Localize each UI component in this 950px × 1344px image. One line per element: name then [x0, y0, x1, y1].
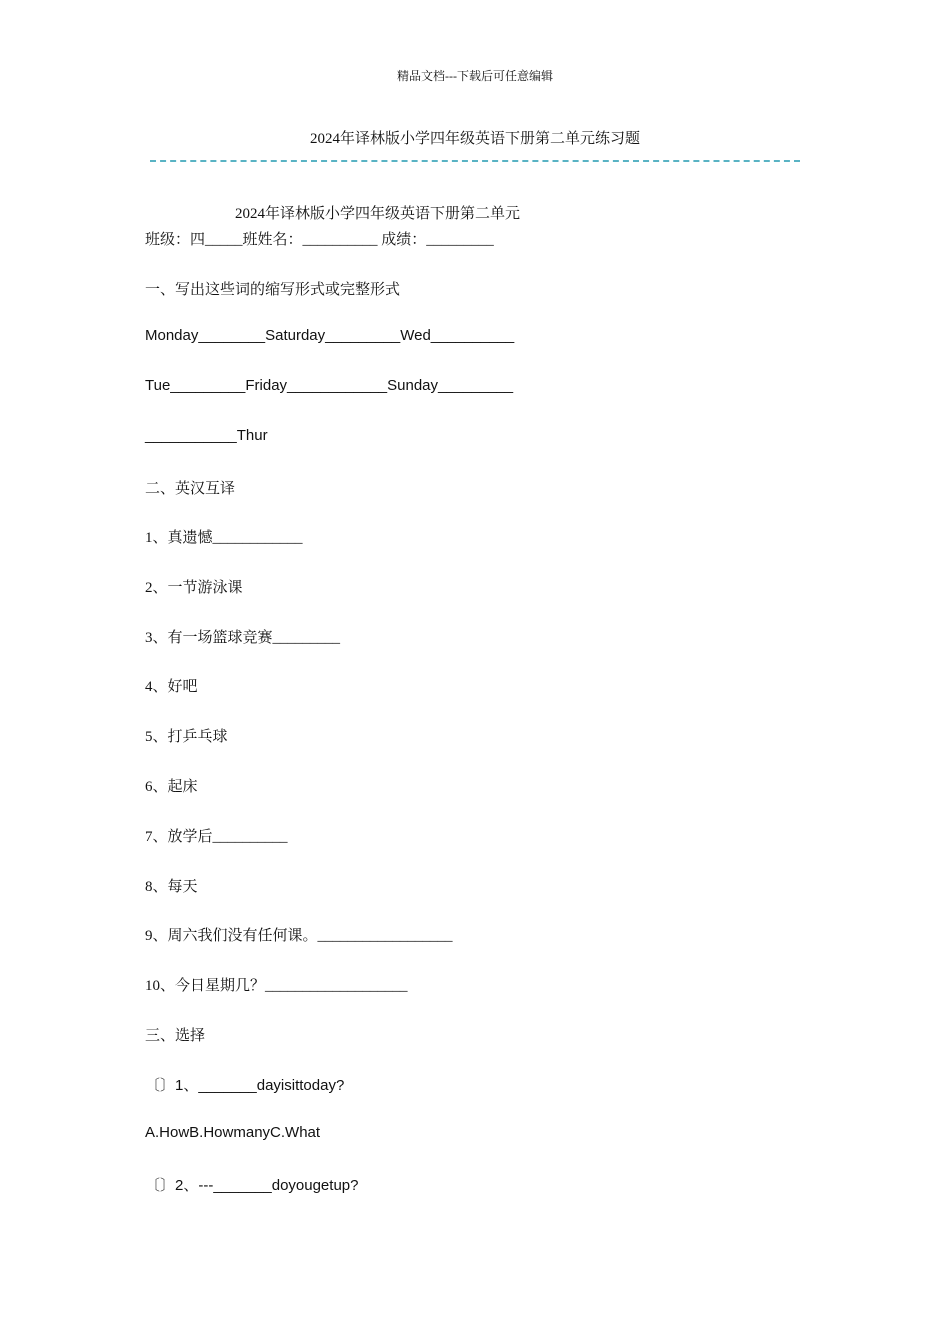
abbreviation-row-3: ___________Thur	[145, 427, 268, 444]
translation-item-2: 2、一节游泳课	[145, 580, 243, 596]
header-note: 精品文档---下载后可任意编辑	[397, 69, 553, 83]
translation-item-7: 7、放学后__________	[145, 829, 288, 845]
section-1-heading: 一、写出这些词的缩写形式或完整形式	[145, 282, 401, 298]
worksheet-subtitle: 2024年译林版小学四年级英语下册第二单元	[235, 206, 521, 222]
translation-item-10: 10、今日星期几？___________________	[145, 978, 408, 994]
translation-item-5: 5、打乒乓球	[145, 729, 228, 745]
abbreviation-row-2: Tue_________Friday____________Sunday_________	[145, 377, 514, 394]
choice-question-1: 〔〕1、_______dayisittoday?	[145, 1077, 345, 1094]
choice-question-2: 〔〕2、---_______doyougetup?	[145, 1177, 359, 1194]
title-divider	[150, 160, 800, 162]
choice-question-1-options: A.HowB.HowmanyC.What	[145, 1124, 321, 1141]
class-name-score-line: 班级：四_____班姓名：__________ 成绩：_________	[145, 232, 494, 248]
translation-item-4: 4、好吧	[145, 679, 198, 695]
translation-item-1: 1、真遗憾____________	[145, 530, 303, 546]
section-2-heading: 二、英汉互译	[145, 481, 236, 497]
translation-item-6: 6、起床	[145, 779, 198, 795]
translation-item-9: 9、周六我们没有任何课。__________________	[145, 928, 453, 944]
section-3-heading: 三、选择	[145, 1028, 206, 1044]
abbreviation-row-1: Monday________Saturday_________Wed__________	[145, 327, 515, 344]
translation-item-3: 3、有一场篮球竞赛_________	[145, 630, 341, 646]
translation-item-8: 8、每天	[145, 879, 198, 895]
document-title: 2024年译林版小学四年级英语下册第二单元练习题	[309, 131, 640, 147]
